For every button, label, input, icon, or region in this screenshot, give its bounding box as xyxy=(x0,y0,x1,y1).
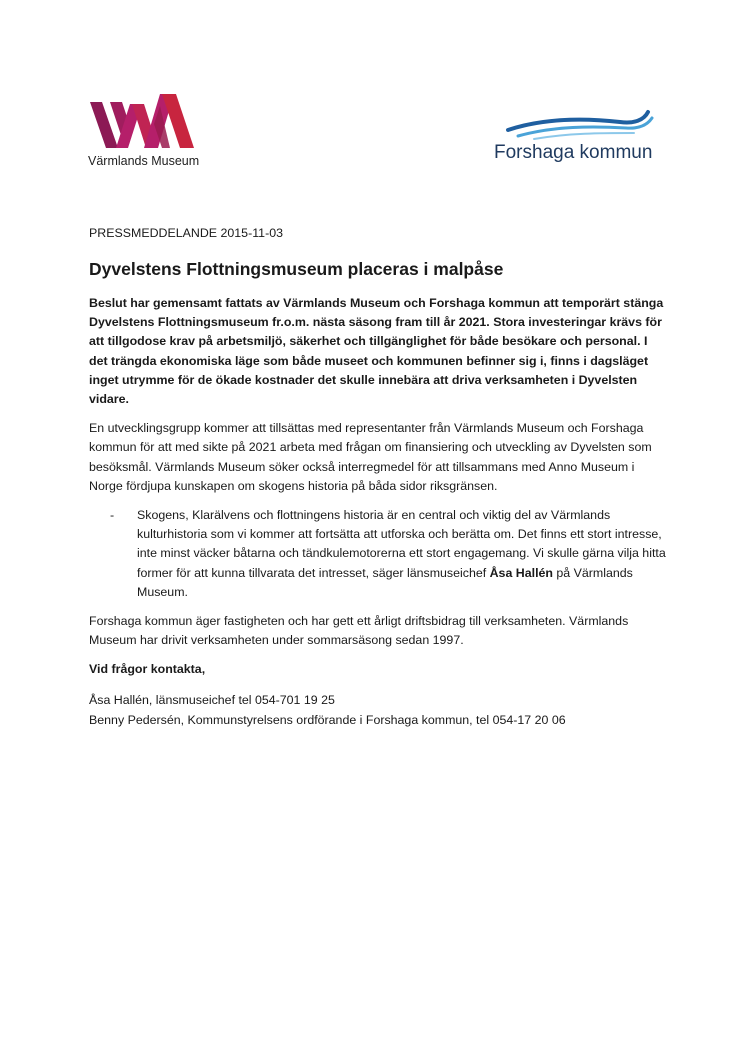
contact-heading: Vid frågor kontakta, xyxy=(89,662,206,677)
press-release-body xyxy=(89,224,669,730)
body-paragraph-1: En utvecklingsgrupp kommer att tillsättas med representanter från Värmlands Museum och Forshaga kommun för att med sikte på 2021 arbeta med frågan om finansiering och utveckling av Dyvelsten som besöksmål. Värmlands Museum söker också interregmedel för att tillsammans med Anno Museum i Norge fördjupa kunskapen om skogens historia på båda sidor riksgränsen. xyxy=(89,421,652,493)
dateline: PRESSMEDDELANDE 2015-11-03 xyxy=(89,226,283,240)
forshaga-kommun-wave-mark xyxy=(494,108,664,142)
bullet-marker: - xyxy=(110,508,115,523)
quote-text-after: på Värmlands Museum. xyxy=(137,565,633,599)
body-paragraph-2: Forshaga kommun äger fastigheten och har gett ett årligt driftsbidrag till verksamheten. Värmlands Museum har drivit verksamheten under sommarsäsong sedan 1997. xyxy=(89,614,629,648)
contact-line-1: Åsa Hallén, länsmuseichef tel 054-701 19 25 xyxy=(89,693,335,708)
quote-text xyxy=(113,506,669,602)
varmlands-museum-logo xyxy=(88,90,200,176)
forshaga-kommun-logo xyxy=(494,108,664,170)
forshaga-kommun-logo-text: Forshaga kommun xyxy=(494,142,653,163)
contact-line-2: Benny Pedersén, Kommunstyrelsens ordförande i Forshaga kommun, tel 054-17 20 06 xyxy=(89,712,566,727)
quote-speaker-name: Åsa Hallén xyxy=(489,565,553,580)
varmlands-museum-logo-text: Värmlands Museum xyxy=(88,154,200,168)
lead-paragraph: Beslut har gemensamt fattats av Värmlands Museum och Forshaga kommun att temporärt stänga Dyvelstens Flottningsmuseum fr.o.m. nästa säsong fram till år 2021. Stora investeringar krävs för att tillgodose krav på arbetsmiljö, säkerhet och tillgänglighet för både besökare och personal. I det trängda ekonomiska läge som både museet och kommunen befinner sig i, finns i dagsläget inget utrymme för de ökade kostnader det skulle innebära att driva verksamheten i Dyvelsten vidare. xyxy=(89,296,664,407)
quote-text-before: Skogens, Klarälvens och flottningens historia är en central och viktig del av Värmlands kulturhistoria som vi kommer att fortsätta att utforska och berätta om. Det finns ett stort intresse, inte minst väcker båtarna och tändkulemotorerna ett stort engagemang. Vi skulle gärna vilja hitta former för att kunna tillvarata det intresset, säger länsmuseichef xyxy=(137,508,666,580)
headline: Dyvelstens Flottningsmuseum placeras i malpåse xyxy=(89,259,504,279)
quote-bullet xyxy=(89,506,669,602)
varmlands-museum-vm-mark xyxy=(88,90,200,152)
